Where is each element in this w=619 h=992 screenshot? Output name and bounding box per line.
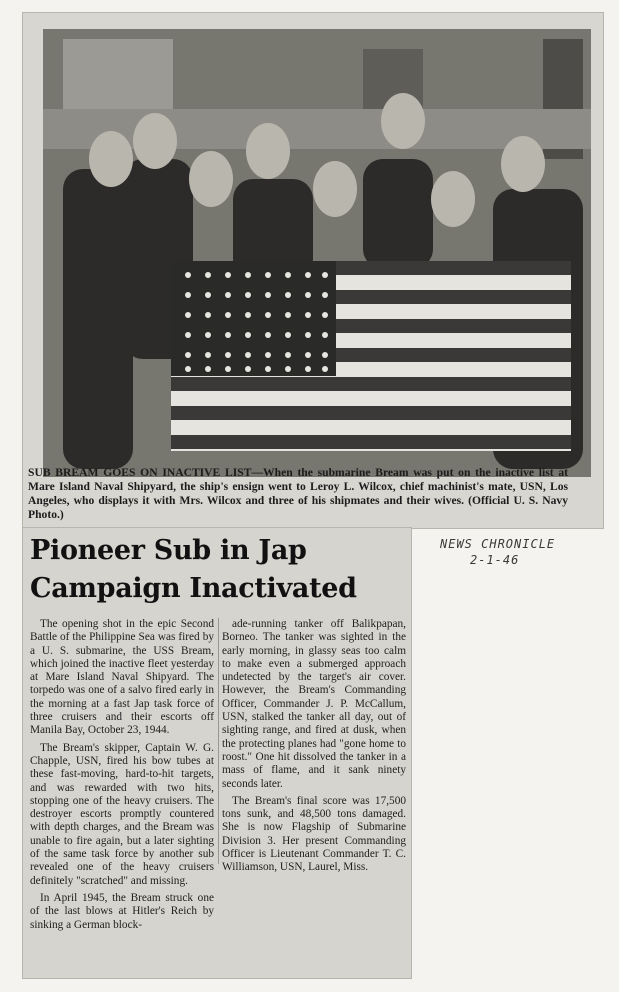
article-column-1 [30, 618, 214, 936]
photo-caption: SUB BREAM GOES ON INACTIVE LIST—When the submarine Bream was put on the inactive list at Mare Island Naval Shipyard, the ship's ensign went to Leroy L. Wilcox, chief machinist's mate, USN, Los Angeles, who displays it with Mrs. Wilcox and three of his shipmates and their wives. (Official U. S. Navy Photo.) [28, 466, 568, 521]
handnote-source: NEWS CHRONICLE [440, 537, 556, 551]
handwritten-note [440, 536, 590, 568]
clipping-photo-panel [22, 12, 604, 529]
handnote-date: 2-1-46 [470, 553, 520, 567]
column-divider [218, 618, 219, 864]
flag-photo-icon [43, 29, 591, 477]
headline-line-1: Pioneer Sub in Jap [30, 535, 307, 566]
article-headline [30, 532, 410, 608]
headline-line-2: Campaign Inactivated [30, 573, 357, 604]
column2-paragraph-2: The Bream's final score was 17,500 tons sunk, and 48,500 tons damaged. She is now Flagship of Submarine Division 3. Her present Commanding Officer is Lieutenant Commander T. C. Williamson, USN, Laurel, Miss. [222, 794, 406, 874]
column1-paragraph-1: The opening shot in the epic Second Battle of the Philippine Sea was fired by a U. S. submarine, the USS Bream, which joined the inactive fleet yesterday at Mare Island Naval Shipyard. The torpedo was one of a salvo fired early in the morning at a fast Jap task force of three cruisers and their escorts off Manila Bay, October 23, 1944. [30, 618, 214, 737]
column2-paragraph-1: ade-running tanker off Balikpapan, Borneo. The tanker was sighted in the early morning, in glassy seas too calm to make even a submerged approach undetected by the target's air cover. However, the Bream's Commanding Officer, Commander J. P. McCallum, USN, stalked the tanker all day, out of sighting range, and fired at dusk, when the protecting planes had "gone home to roost." One hit dissolved the tanker in a mass of flame, and it sank ninety seconds later. [222, 618, 406, 790]
column1-paragraph-3: In April 1945, the Bream struck one of the last blows at Hitler's Reich by sinking a German block- [30, 891, 214, 931]
article-column-2 [222, 618, 406, 879]
news-photo [43, 29, 591, 477]
column1-paragraph-2: The Bream's skipper, Captain W. G. Chapple, USN, fired his bow tubes at these fast-moving, hard-to-hit targets, and was rewarded with two hits, stopping one of the heavy cruisers. The destroyer escorts promptly countered with depth charges, and the Bream was unable to fire again, but a later sighting of the same task force by another sub revealed one of the heavy cruisers definitely "scratched" and missing. [30, 741, 214, 887]
